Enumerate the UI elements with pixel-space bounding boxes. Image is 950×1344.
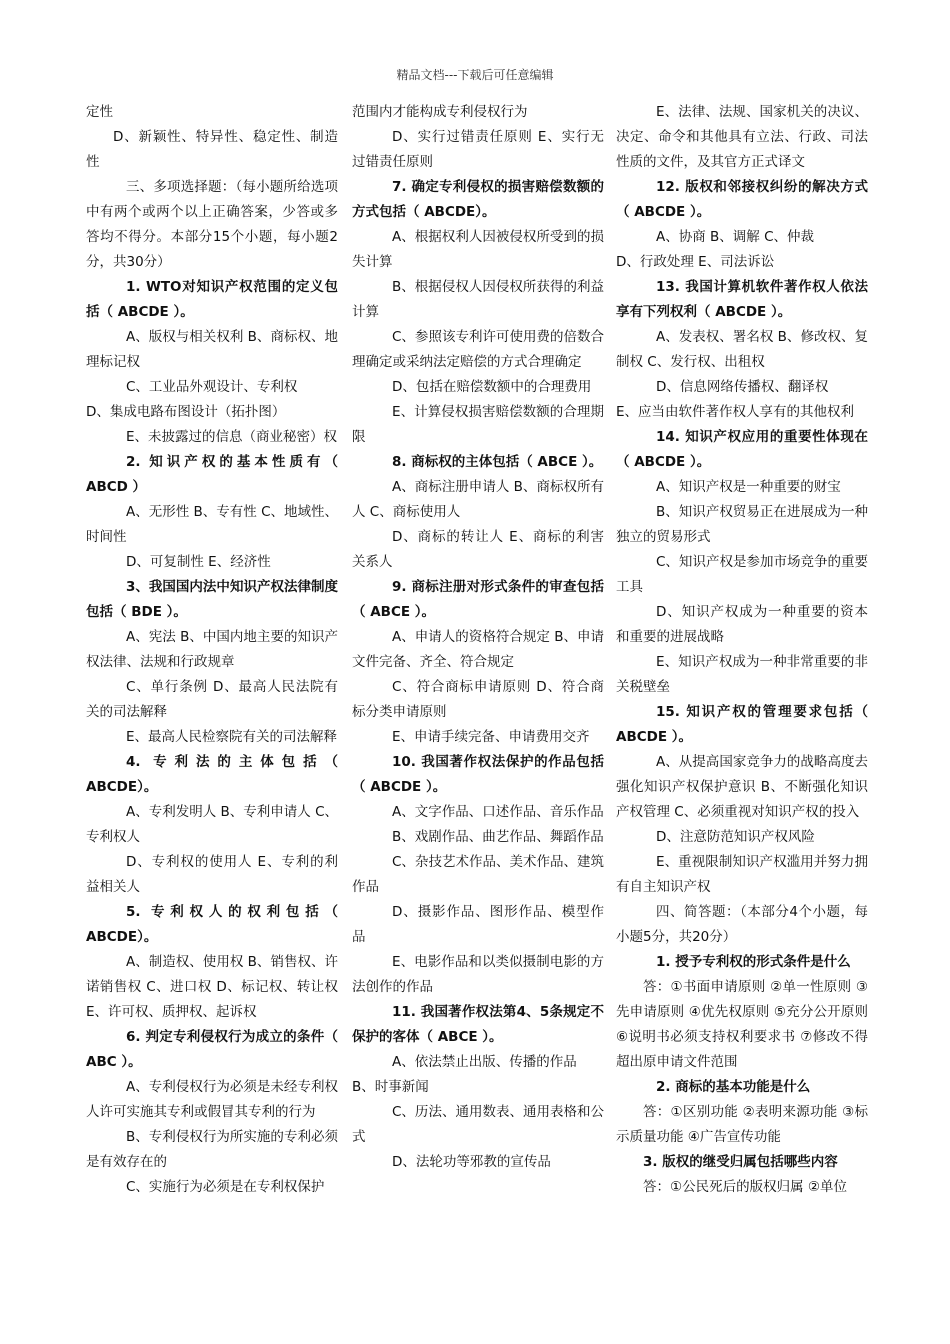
page-header: 精品文档---下载后可任意编辑 bbox=[396, 68, 554, 82]
paragraph: 10. 我国著作权法保护的作品包括（ ABCDE ）。 bbox=[352, 754, 604, 795]
paragraph: D、注意防范知识产权风险 bbox=[656, 829, 815, 845]
paragraph: 12. 版权和邻接权纠纷的解决方式（ ABCDE ）。 bbox=[616, 179, 868, 220]
paragraph: 三、多项选择题：（每小题所给选项中有两个或两个以上正确答案，少答或多答均不得分。本部分15个小题，每小题2分，共30分） bbox=[86, 179, 338, 270]
paragraph: D、信息网络传播权、翻译权 bbox=[656, 379, 829, 395]
paragraph: C、单行条例 D、最高人民法院有关的司法解释 bbox=[86, 679, 338, 720]
paragraph: 11. 我国著作权法第4、5条规定不保护的客体（ ABCE ）。 bbox=[352, 1004, 604, 1045]
paragraph: A、发表权、署名权 B、修改权、复制权 C、发行权、出租权 bbox=[616, 329, 868, 370]
paragraph: A、无形性 B、专有性 C、地域性、时间性 bbox=[86, 504, 339, 545]
paragraph: 1. WTO对知识产权范围的定义包括（ ABCDE ）。 bbox=[86, 279, 338, 320]
paragraph: 定性 bbox=[86, 104, 113, 120]
paragraph: D、行政处理 E、司法诉讼 bbox=[616, 254, 775, 270]
paragraph: D、新颖性、特异性、稳定性、制造性 bbox=[86, 129, 338, 170]
paragraph: 答：①书面申请原则 ②单一性原则 ③先申请原则 ④优先权原则 ⑤充分公开原则 ⑥说明书必须支持权利要求书 ⑦修改不得超出原申请文件范围 bbox=[616, 979, 868, 1070]
paragraph: D、实行过错责任原则 E、实行无过错责任原则 bbox=[352, 129, 604, 170]
paragraph: D、商标的转让人 E、商标的利害关系人 bbox=[352, 529, 604, 570]
paragraph: 2. 商标的基本功能是什么 bbox=[656, 1079, 811, 1095]
paragraph: C、杂技艺术作品、美术作品、建筑作品 bbox=[352, 854, 604, 895]
paragraph: A、依法禁止出版、传播的作品 bbox=[392, 1054, 577, 1070]
text-column-1 bbox=[86, 100, 338, 1200]
paragraph: 四、简答题：（本部分4个小题，每小题5分，共20分） bbox=[616, 904, 868, 945]
paragraph: 9. 商标注册对形式条件的审查包括（ ABCE ）。 bbox=[352, 579, 604, 620]
paragraph: A、版权与相关权利 B、商标权、地理标记权 bbox=[86, 329, 338, 370]
paragraph: E、法律、法规、国家机关的决议、决定、命令和其他具有立法、行政、司法性质的文件，及其官方正式译文 bbox=[616, 104, 868, 170]
paragraph: C、历法、通用数表、通用表格和公式 bbox=[352, 1104, 604, 1145]
paragraph: D、专利权的使用人 E、专利的利益相关人 bbox=[86, 854, 338, 895]
paragraph: C、知识产权是参加市场竞争的重要工具 bbox=[616, 554, 868, 595]
paragraph: D、法轮功等邪教的宣传品 bbox=[392, 1154, 551, 1170]
paragraph: 14. 知识产权应用的重要性体现在（ ABCDE ）。 bbox=[616, 429, 868, 470]
paragraph: 3、我国国内法中知识产权法律制度包括（ BDE ）。 bbox=[86, 579, 338, 620]
paragraph: A、专利发明人 B、专利申请人 C、专利权人 bbox=[86, 804, 339, 845]
paragraph: A、知识产权是一种重要的财宝 bbox=[656, 479, 841, 495]
paragraph: B、根据侵权人因侵权所获得的利益计算 bbox=[352, 279, 604, 320]
paragraph: C、符合商标申请原则 D、符合商标分类申请原则 bbox=[352, 679, 604, 720]
paragraph: E、最高人民检察院有关的司法解释 bbox=[126, 729, 338, 745]
paragraph: 范围内才能构成专利侵权行为 bbox=[352, 104, 528, 120]
paragraph: B、知识产权贸易正在进展成为一种独立的贸易形式 bbox=[616, 504, 868, 545]
paragraph: 13. 我国计算机软件著作权人依法享有下列权利（ ABCDE ）。 bbox=[616, 279, 868, 320]
paragraph: A、根据权利人因被侵权所受到的损失计算 bbox=[352, 229, 604, 270]
paragraph: D、包括在赔偿数额中的合理费用 bbox=[392, 379, 592, 395]
paragraph: A、从提高国家竞争力的战略高度去强化知识产权保护意识 B、不断强化知识产权管理 C、必须重视对知识产权的投入 bbox=[616, 754, 868, 820]
paragraph: 1. 授予专利权的形式条件是什么 bbox=[656, 954, 851, 970]
paragraph: A、申请人的资格符合规定 B、申请文件完备、齐全、符合规定 bbox=[352, 629, 604, 670]
paragraph: E、重视限制知识产权滥用并努力拥有自主知识产权 bbox=[616, 854, 868, 895]
paragraph: D、知识产权成为一种重要的资本和重要的进展战略 bbox=[616, 604, 868, 645]
paragraph: B、戏剧作品、曲艺作品、舞蹈作品 bbox=[392, 829, 604, 845]
text-column-2 bbox=[352, 100, 604, 1175]
paragraph: D、摄影作品、图形作品、模型作品 bbox=[352, 904, 604, 945]
paragraph: C、实施行为必须是在专利权保护 bbox=[126, 1179, 325, 1195]
paragraph: A、协商 B、调解 C、仲裁 bbox=[656, 229, 815, 245]
paragraph: E、知识产权成为一种非常重要的非关税壁垒 bbox=[616, 654, 868, 695]
paragraph: A、专利侵权行为必须是未经专利权人许可实施其专利或假冒其专利的行为 bbox=[86, 1079, 338, 1120]
paragraph: E、未披露过的信息（商业秘密）权 bbox=[126, 429, 338, 445]
paragraph: E、应当由软件著作权人享有的其他权利 bbox=[616, 404, 855, 420]
paragraph: 7. 确定专利侵权的损害赔偿数额的方式包括（ ABCDE）。 bbox=[352, 179, 604, 220]
paragraph: A、宪法 B、中国内地主要的知识产权法律、法规和行政规章 bbox=[86, 629, 338, 670]
text-column-3 bbox=[616, 100, 868, 1200]
paragraph: A、制造权、使用权 B、销售权、许诺销售权 C、进口权 D、标记权、转让权 E、许可权、质押权、起诉权 bbox=[86, 954, 338, 1020]
paragraph: A、商标注册申请人 B、商标权所有人 C、商标使用人 bbox=[352, 479, 604, 520]
paragraph: C、工业品外观设计、专利权 bbox=[126, 379, 298, 395]
paragraph: C、参照该专利许可使用费的倍数合理确定或采纳法定赔偿的方式合理确定 bbox=[352, 329, 604, 370]
paragraph: D、集成电路布图设计（拓扑图） bbox=[86, 404, 286, 420]
paragraph: 2. 知识产权的基本性质有（ ABCD ） bbox=[86, 454, 338, 495]
paragraph: 4. 专利法的主体包括（ ABCDE）。 bbox=[86, 754, 338, 795]
paragraph: 5. 专利权人的权利包括（ ABCDE）。 bbox=[86, 904, 338, 945]
paragraph: 3. 版权的继受归属包括哪些内容 bbox=[643, 1154, 838, 1170]
paragraph: E、计算侵权损害赔偿数额的合理期限 bbox=[352, 404, 604, 445]
paragraph: B、专利侵权行为所实施的专利必须是有效存在的 bbox=[86, 1129, 338, 1170]
paragraph: A、文字作品、口述作品、音乐作品 bbox=[392, 804, 604, 820]
paragraph: 6. 判定专利侵权行为成立的条件（ ABC ）。 bbox=[86, 1029, 338, 1070]
paragraph: E、申请手续完备、申请费用交齐 bbox=[392, 729, 590, 745]
paragraph: 15. 知识产权的管理要求包括（ ABCDE ）。 bbox=[616, 704, 868, 745]
paragraph: 答：①区别功能 ②表明来源功能 ③标示质量功能 ④广告宣传功能 bbox=[616, 1104, 868, 1145]
paragraph: B、时事新闻 bbox=[352, 1079, 429, 1095]
paragraph: D、可复制性 E、经济性 bbox=[126, 554, 271, 570]
paragraph: E、电影作品和以类似摄制电影的方法创作的作品 bbox=[352, 954, 604, 995]
paragraph: 8. 商标权的主体包括（ ABCE ）。 bbox=[392, 454, 603, 470]
paragraph: 答：①公民死后的版权归属 ②单位 bbox=[643, 1179, 847, 1195]
